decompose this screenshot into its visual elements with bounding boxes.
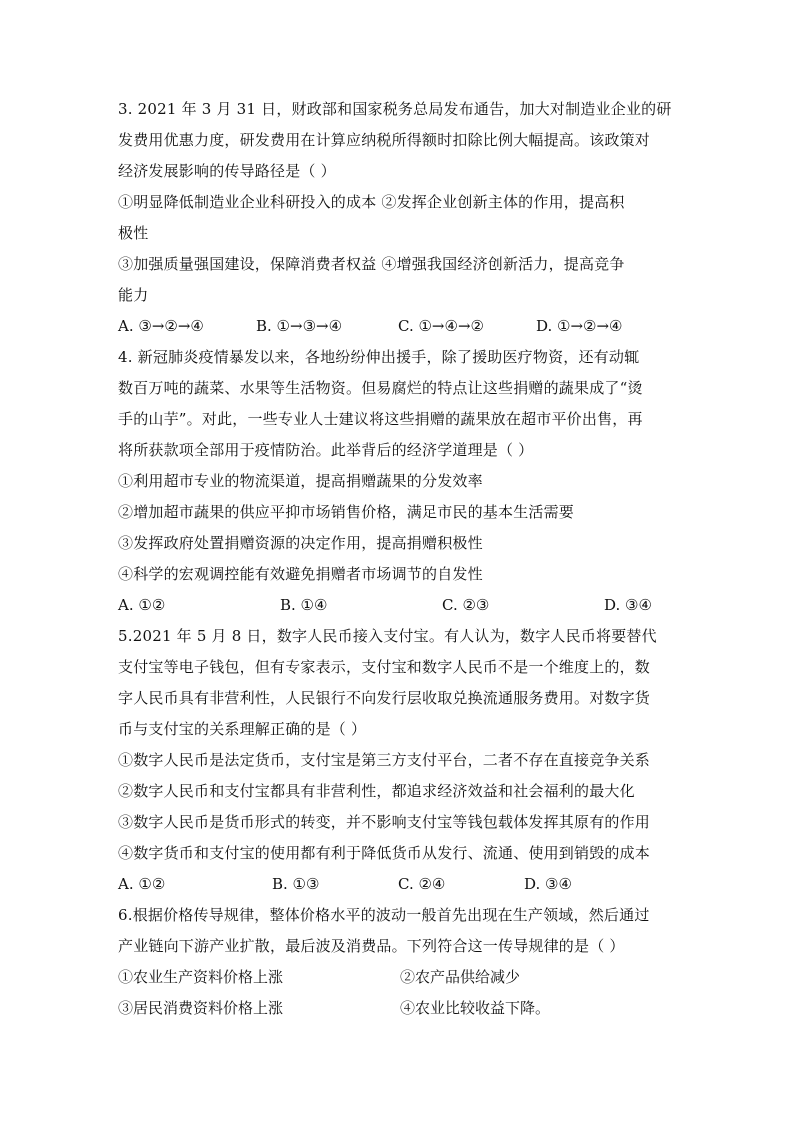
option-c: C. ②④	[398, 875, 446, 893]
question-5-stem-line: 5.2021 年 5 月 8 日，数字人民币接入支付宝。有人认为，数字人民币将要替代	[118, 627, 657, 645]
question-page	[118, 94, 678, 1024]
option-a: A. ①②	[118, 596, 166, 614]
question-5-statement: ④数字货币和支付宝的使用都有利于降低货币从发行、流通、使用到销毁的成本	[118, 844, 651, 862]
question-5-statement: ①数字人民币是法定货币，支付宝是第三方支付平台，二者不存在直接竞争关系	[118, 751, 651, 769]
option-d: D. ③④	[604, 596, 652, 614]
question-6-statement-row	[118, 962, 678, 993]
question-6-statement: ①农业生产资料价格上涨	[118, 968, 284, 986]
question-5-options	[118, 869, 678, 900]
question-3-statement: ③加强质量强国建设，保障消费者权益 ④增强我国经济创新活力，提高竞争	[118, 255, 625, 273]
question-5-stem-line: 币与支付宝的关系理解正确的是（ ）	[118, 720, 367, 738]
question-6-stem-line: 6.根据价格传导规律，整体价格水平的波动一般首先出现在生产领域，然后通过	[118, 906, 650, 924]
question-4	[118, 342, 678, 621]
question-3-statement: 极性	[118, 224, 149, 242]
question-3-options	[118, 311, 678, 342]
option-d: D. ③④	[524, 875, 572, 893]
question-4-stem-line: 将所获款项全部用于疫情防治。此举背后的经济学道理是（ ）	[118, 441, 534, 459]
option-c: C. ①→④→②	[398, 317, 484, 335]
question-4-stem-line: 4. 新冠肺炎疫情暴发以来，各地纷纷伸出援手，除了援助医疗物资，还有动辄	[118, 348, 640, 366]
option-d: D. ①→②→④	[536, 317, 623, 335]
question-3-stem-line: 发费用优惠力度，研发费用在计算应纳税所得额时扣除比例大幅提高。该政策对	[118, 131, 651, 149]
option-c: C. ②③	[442, 596, 490, 614]
option-b: B. ①③	[272, 875, 320, 893]
question-3-stem-line: 经济发展影响的传导路径是（ ）	[118, 162, 336, 180]
option-a: A. ①②	[118, 875, 166, 893]
question-4-stem-line: 手的山芋”。对此，一些专业人士建议将这些捐赠的蔬果放在超市平价出售，再	[118, 410, 643, 428]
question-4-stem-line: 数百万吨的蔬菜、水果等生活物资。但易腐烂的特点让这些捐赠的蔬果成了“烫	[118, 379, 643, 397]
question-4-statement: ②增加超市蔬果的供应平抑市场销售价格，满足市民的基本生活需要	[118, 503, 575, 521]
question-3-statement: 能力	[118, 286, 149, 304]
question-6-statement-row	[118, 993, 678, 1024]
question-4-options	[118, 590, 678, 621]
question-5-stem-line: 支付宝等电子钱包，但有专家表示，支付宝和数字人民币不是一个维度上的，数	[118, 658, 651, 676]
question-3-stem-line: 3. 2021 年 3 月 31 日，财政部和国家税务总局发布通告，加大对制造业企业的研	[118, 100, 672, 118]
question-6-statement: ②农产品供给减少	[400, 968, 521, 986]
question-6-stem-line: 产业链向下游产业扩散，最后波及消费品。下列符合这一传导规律的是（ ）	[118, 937, 625, 955]
question-4-statement: ④科学的宏观调控能有效避免捐赠者市场调节的自发性	[118, 565, 483, 583]
option-b: B. ①→③→④	[256, 317, 343, 335]
question-4-statement: ③发挥政府处置捐赠资源的决定作用，提高捐赠积极性	[118, 534, 483, 552]
question-5	[118, 621, 678, 900]
question-4-statement: ①利用超市专业的物流渠道，提高捐赠蔬果的分发效率	[118, 472, 483, 490]
question-6-statement: ③居民消费资料价格上涨	[118, 999, 284, 1017]
option-b: B. ①④	[280, 596, 328, 614]
question-3	[118, 94, 678, 342]
option-a: A. ③→②→④	[118, 317, 204, 335]
question-6-statement: ④农业比较收益下降。	[400, 999, 551, 1017]
question-3-statement: ①明显降低制造业企业科研投入的成本 ②发挥企业创新主体的作用，提高积	[118, 193, 625, 211]
question-5-stem-line: 字人民币具有非营利性，人民银行不向发行层收取兑换流通服务费用。对数字货	[118, 689, 651, 707]
question-5-statement: ②数字人民币和支付宝都具有非营利性，都追求经济效益和社会福利的最大化	[118, 782, 635, 800]
question-6	[118, 900, 678, 1024]
question-5-statement: ③数字人民币是货币形式的转变，并不影响支付宝等钱包载体发挥其原有的作用	[118, 813, 651, 831]
